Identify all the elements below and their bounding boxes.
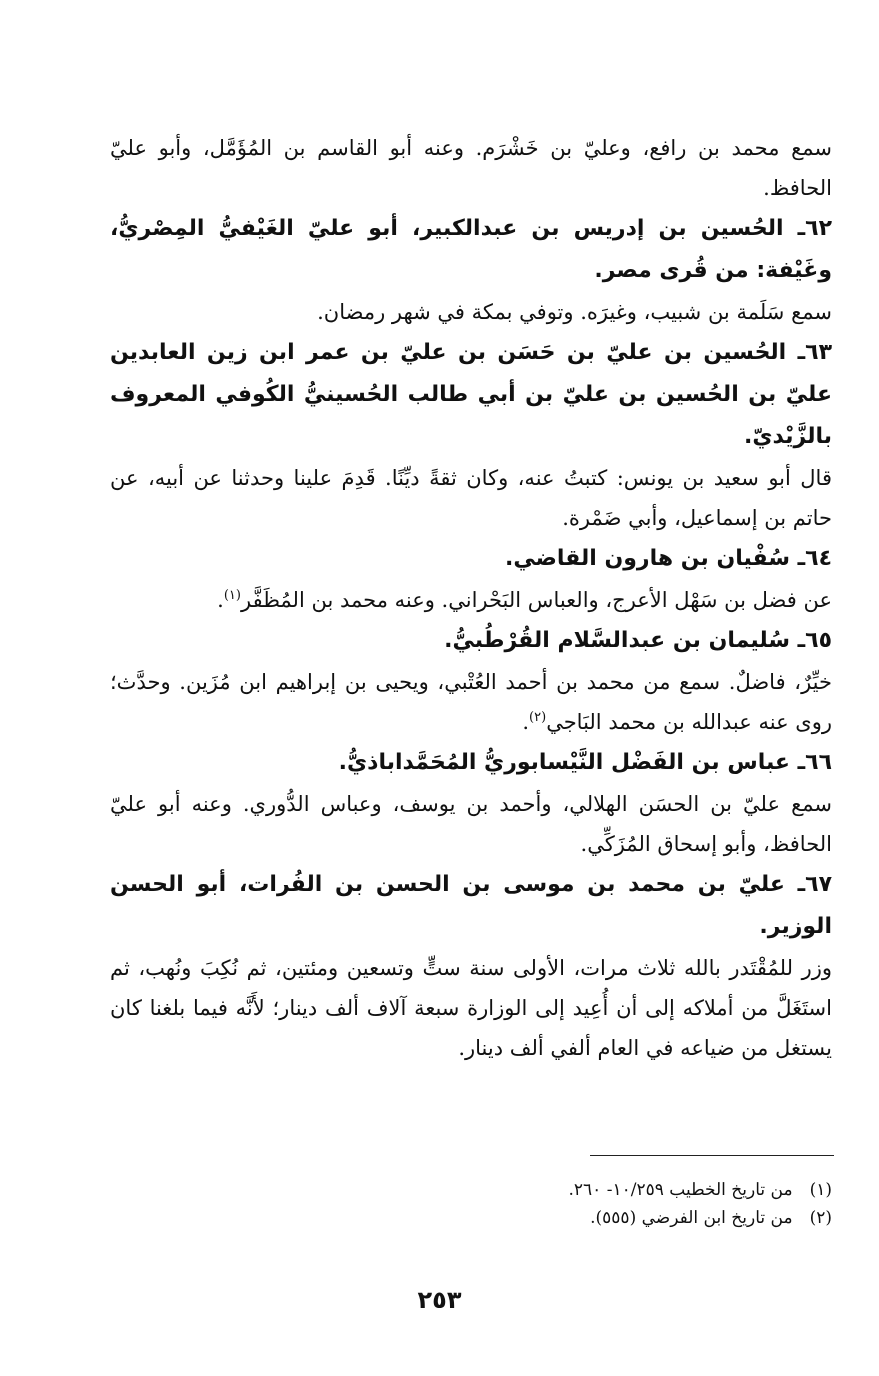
entry-body: عن فضل بن سَهْل الأعرج، والعباس البَحْراني. وعنه محمد بن المُظَفَّر <box>240 588 832 612</box>
entry-heading: ٦٣ـ الحُسين بن عليّ بن حَسَن بن عليّ بن عمر ابن زين العابدين عليّ بن الحُسين بن عليّ بن أبي طالب الحُسينيُّ الكُوفي المعروف بالزَّيْديّ. <box>110 340 832 449</box>
entry-65 <box>110 620 832 742</box>
footnote-number: (١) <box>809 1180 832 1200</box>
footnotes <box>110 1176 832 1232</box>
footnote-ref-2: (٢) <box>529 710 547 725</box>
entry-body: سمع سَلَمة بن شبيب، وغيرَه. وتوفي بمكة في شهر رمضان. <box>317 300 832 324</box>
entry-heading: ٦٤ـ سُفْيان بن هارون القاضي. <box>505 546 832 571</box>
entry-body: وزر للمُقْتَدر بالله ثلاث مرات، الأولى سنة ستٍّ وتسعين ومئتين، ثم نُكِبَ ونُهب، ثم استَغَلَّ من أملاكه إلى أن أُعِيد إلى الوزارة سبعة آلاف ألف دينار؛ لأَنَّه فيما بلغنا كان يستغل من ضياعه في العام ألفي ألف دينار. <box>110 956 832 1060</box>
entry-body: خيِّرٌ، فاضلٌ. سمع من محمد بن أحمد العُتْبي، ويحيى بن إبراهيم ابن مُزَين. وحدَّث؛ روى عنه عبدالله بن محمد البَاجي <box>110 670 832 734</box>
entry-continuation <box>110 128 832 208</box>
entry-body-wrapper <box>110 662 832 742</box>
entry-62 <box>110 208 832 332</box>
footnote-number: (٢) <box>809 1208 832 1228</box>
footnote-text: من تاريخ الخطيب ١٠/٢٥٩- ٢٦٠. <box>568 1180 793 1200</box>
entry-66 <box>110 742 832 864</box>
entry-body: قال أبو سعيد بن يونس: كتبتُ عنه، وكان ثقةً ديِّنًا. قَدِمَ علينا وحدثنا عن أبيه، عن حاتم بن إسماعيل، وأبي ضَمْرة. <box>110 466 832 530</box>
footnote-2 <box>110 1204 832 1232</box>
entry-heading: ٦٦ـ عباس بن الفَضْل النَّيْسابوريُّ المُحَمَّداباذيُّ. <box>338 750 832 775</box>
footnote-ref-1: (١) <box>223 588 241 603</box>
main-text <box>110 128 832 1068</box>
footnote-1 <box>110 1176 832 1204</box>
entry-67 <box>110 864 832 1068</box>
entry-heading: ٦٢ـ الحُسين بن إدريس بن عبدالكبير، أبو عليّ الغَيْفيُّ المِصْريُّ، وغَيْفة: من قُرى مصر. <box>110 216 832 283</box>
footnote-divider <box>590 1155 834 1156</box>
entry-body: سمع محمد بن رافع، وعليّ بن خَشْرَم. وعنه أبو القاسم بن المُؤَمَّل، وأبو عليّ الحافظ. <box>110 136 832 200</box>
entry-body-end: . <box>522 710 530 734</box>
footnote-text: من تاريخ ابن الفرضي (٥٥٥). <box>590 1208 793 1228</box>
entry-64 <box>110 538 832 620</box>
entry-body-end: . <box>217 588 224 612</box>
entry-body-wrapper <box>110 580 832 620</box>
entry-heading: ٦٧ـ عليّ بن محمد بن موسى بن الحسن بن الفُرات، أبو الحسن الوزير. <box>110 872 832 939</box>
entry-63 <box>110 332 832 538</box>
entry-body: سمع عليّ بن الحسَن الهلالي، وأحمد بن يوسف، وعباس الدُّوري. وعنه أبو عليّ الحافظ، وأبو إسحاق المُزَكِّي. <box>110 792 832 856</box>
entry-heading: ٦٥ـ سُليمان بن عبدالسَّلام القُرْطُبيُّ. <box>444 628 832 653</box>
page-number: ٢٥٣ <box>417 1286 462 1314</box>
